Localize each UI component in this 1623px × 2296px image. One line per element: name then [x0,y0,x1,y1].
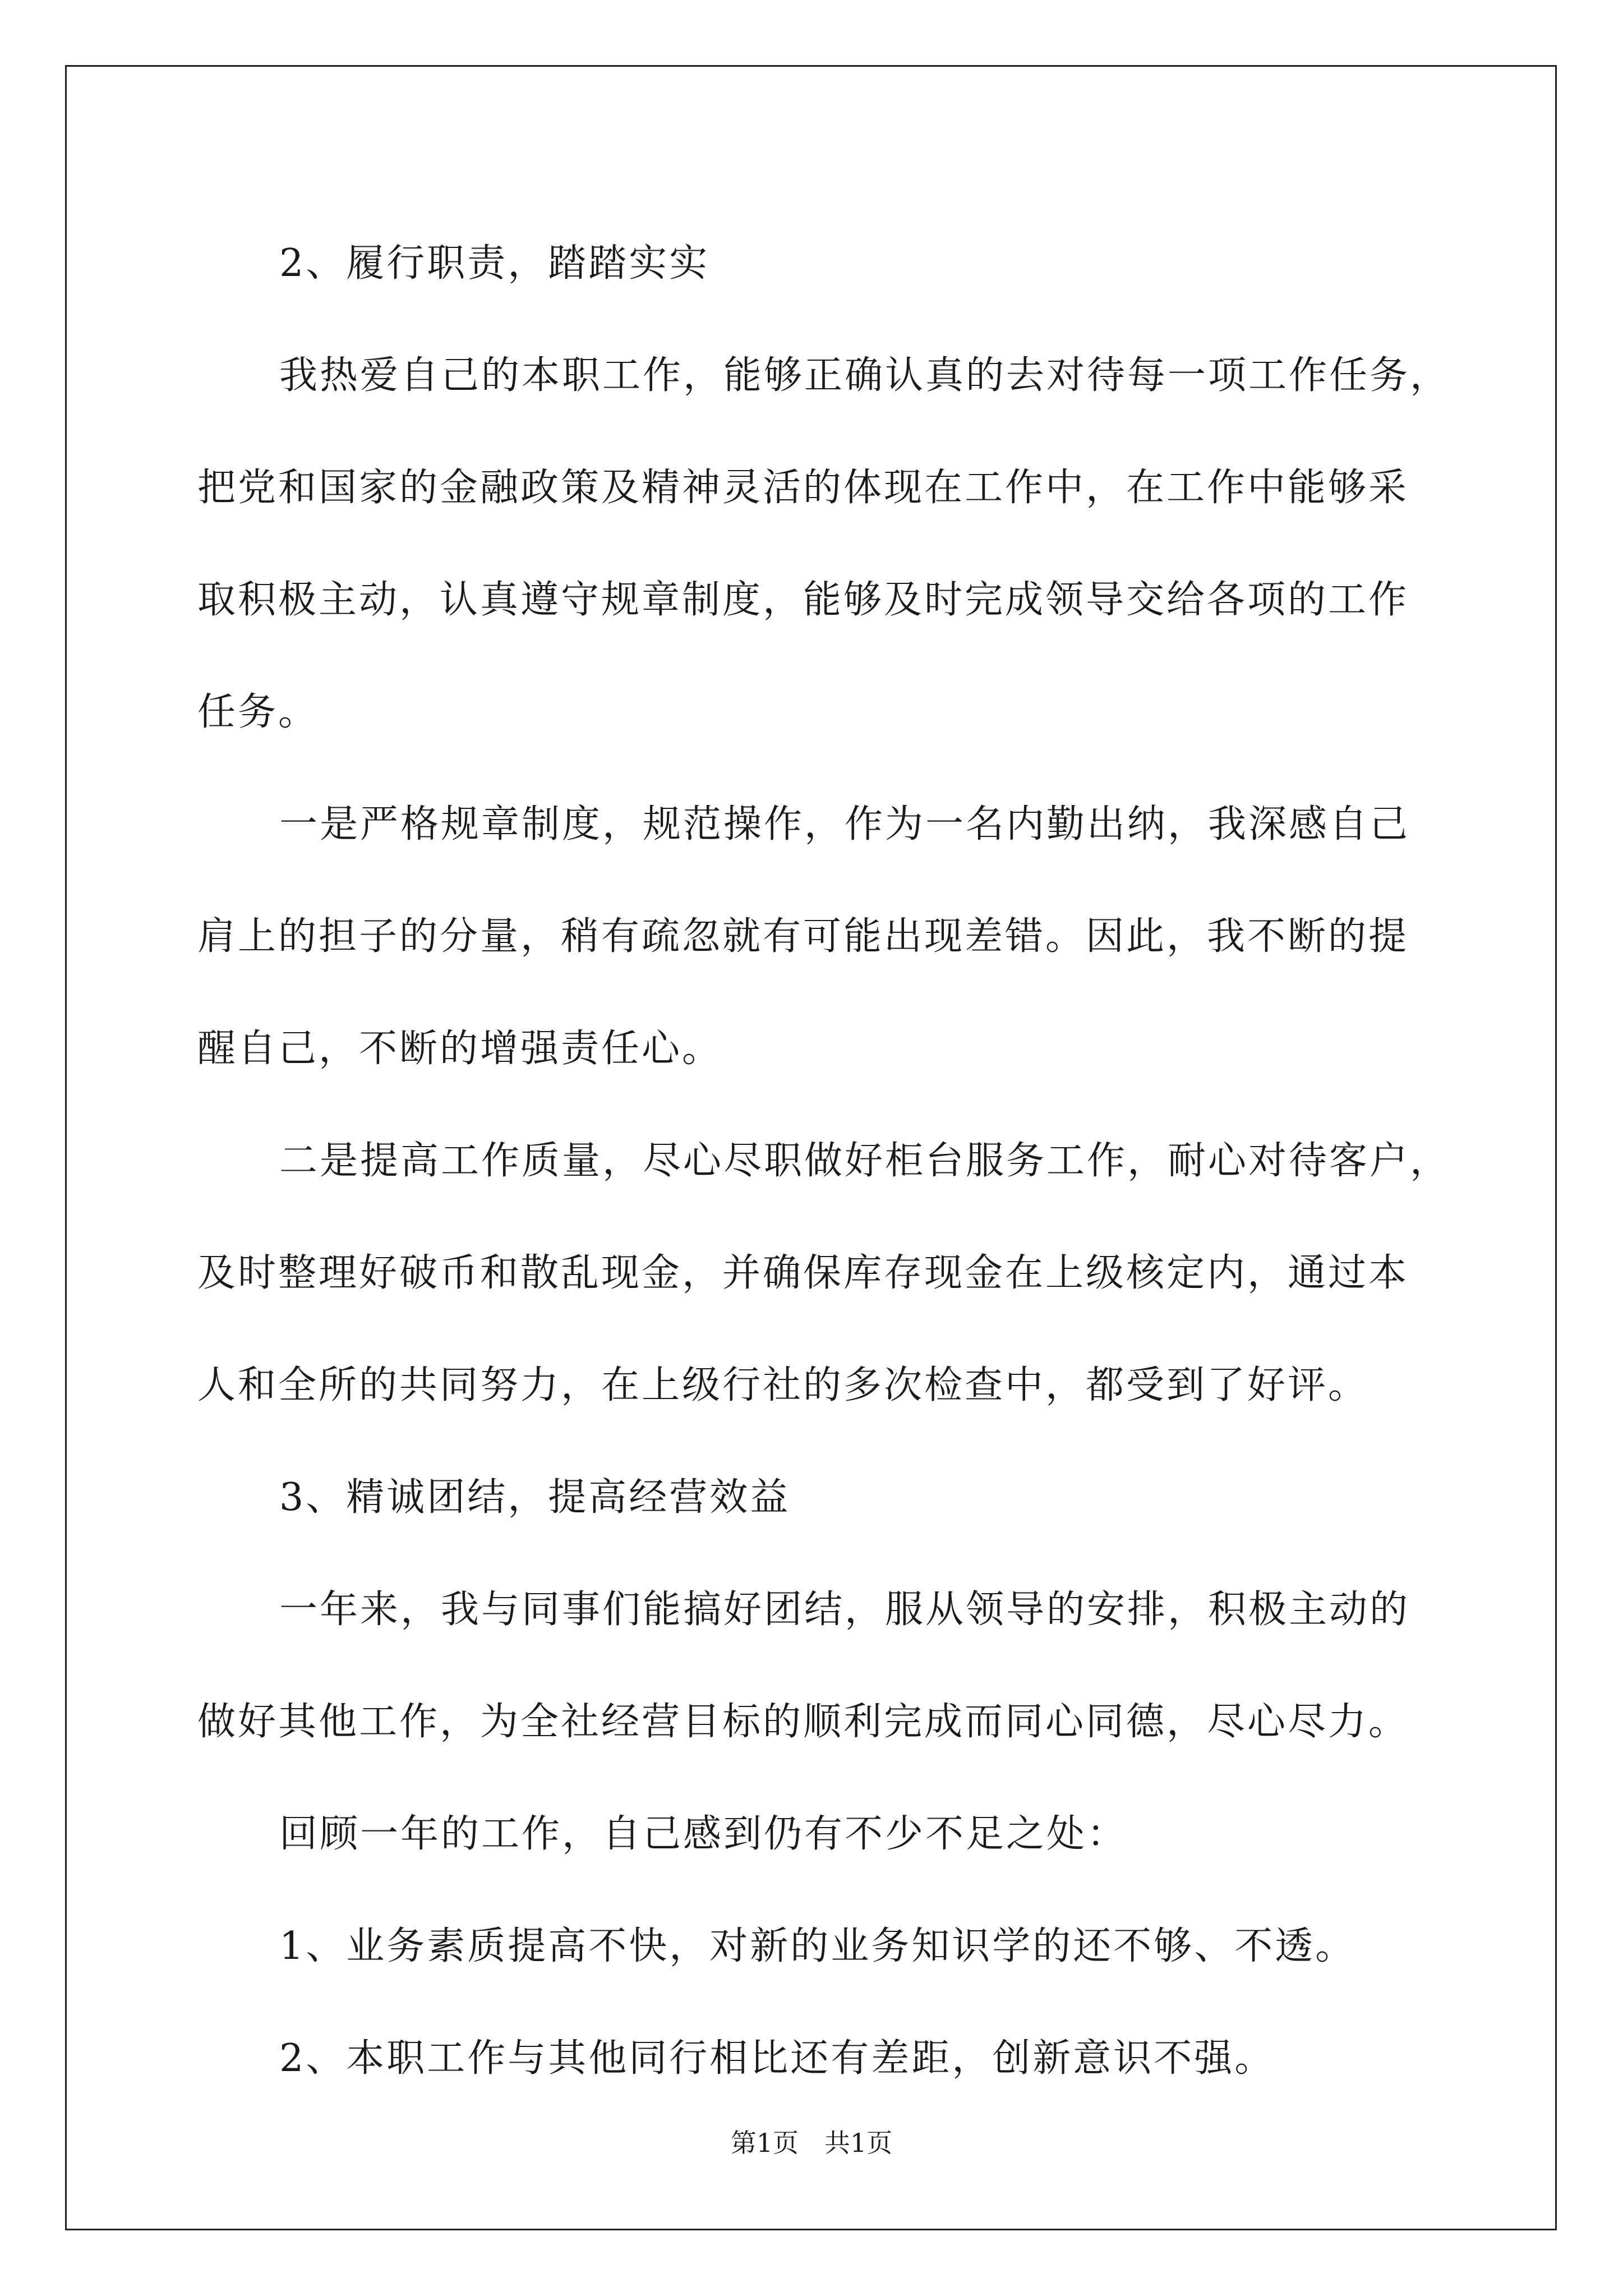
body-line: 一年来，我与同事们能搞好团结，服从领导的安排，积极主动的 [279,1588,1410,1632]
body-line: 取积极主动，认真遵守规章制度，能够及时完成领导交给各项的工作 [197,578,1409,622]
list-item: 1、业务素质提高不快，对新的业务知识学的还不够、不透。 [279,1924,1356,1968]
body-line: 一是严格规章制度，规范操作，作为一名内勤出纳，我深感自己 [279,802,1410,846]
heading-line: 2、履行职责，踏踏实实 [279,241,710,286]
body-line: 把党和国家的金融政策及精神灵活的体现在工作中，在工作中能够采 [197,466,1409,510]
body-line: 回顾一年的工作，自己感到仍有不少不足之处： [279,1812,1128,1856]
body-line: 任务。 [197,690,319,734]
page-footer: 第1页 共1页 [730,2128,893,2158]
list-item: 2、本职工作与其他同行相比还有差距，创新意识不强。 [279,2036,1275,2081]
body-line: 人和全所的共同努力，在上级行社的多次检查中，都受到了好评。 [197,1363,1369,1407]
body-line: 醒自己，不断的增强责任心。 [197,1027,723,1071]
body-line: 肩上的担子的分量，稍有疏忽就有可能出现差错。因此，我不断的提 [197,914,1409,959]
document-body [197,208,1451,2115]
body-line: 我热爱自己的本职工作，能够正确认真的去对待每一项工作任务， [279,353,1451,398]
body-line: 做好其他工作，为全社经营目标的顺利完成而同心同德，尽心尽力。 [197,1700,1409,1744]
body-line: 及时整理好破币和散乱现金，并确保库存现金在上级核定内，通过本 [197,1251,1409,1295]
heading-line: 3、精诚团结，提高经营效益 [279,1475,791,1520]
body-line: 二是提高工作质量，尽心尽职做好柜台服务工作，耐心对待客户， [279,1139,1451,1183]
